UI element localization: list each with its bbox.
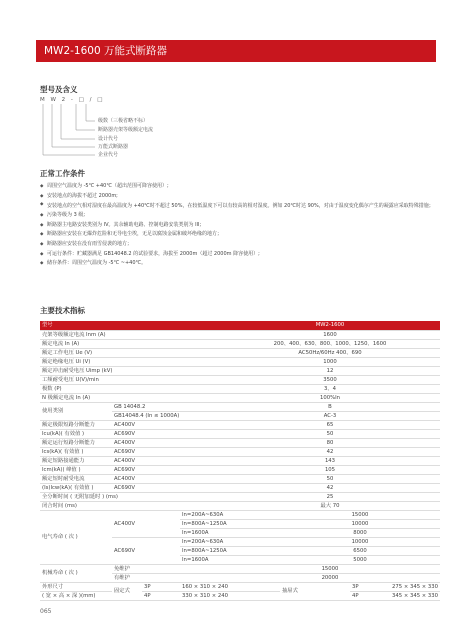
row-value: 10000 (280, 537, 440, 546)
row-value: 143 (220, 456, 440, 465)
voltage: AC400V (112, 510, 180, 537)
row-label: 额定绝缘电压 Ui (V) (40, 357, 220, 366)
page-title: MW2-1600 万能式断路器 (36, 40, 436, 62)
voltage: AC400V (112, 420, 220, 429)
icm-label-unit: Icm(kA)( 峰值 ) (40, 465, 112, 474)
pole-count: 3P (352, 583, 359, 590)
icw-label: 额定短时耐受电流 (40, 474, 112, 483)
row-label: 额定工作电压 Ue (V) (40, 348, 220, 357)
legend-company-code: 企业代号 (98, 152, 119, 158)
conditions-list (40, 182, 440, 269)
row-label: 全分断时间 ( 无附加延时 ) (ms) (40, 492, 220, 501)
legend-breaker-type: 万能式断路器 (98, 144, 129, 150)
row-value: 200、400、630、800、1000、1250、1600 (220, 339, 440, 348)
drawout-type-label: 抽屉式 (280, 582, 350, 600)
category-standard: GB 14048.2 (112, 402, 220, 411)
category-value: AC-3 (220, 411, 440, 420)
row-value: 15000 (220, 564, 440, 573)
table-row (40, 501, 440, 510)
maintenance-type: 有维护 (112, 573, 220, 582)
voltage: AC690V (112, 447, 220, 456)
fixed-dimension: 330 × 310 × 240 (180, 591, 280, 600)
row-label: 工频耐受电压 U(V)/min (40, 375, 220, 384)
row-value: 80 (220, 438, 440, 447)
current-range: In=1600A (180, 528, 280, 537)
condition-item: ◆ 安装地点的海拔不超过 2000m; (40, 192, 118, 199)
category-label: 使用类别 (40, 402, 112, 420)
row-value: 20000 (220, 573, 440, 582)
electrical-life-label: 电气寿命 ( 次 ) (40, 510, 112, 564)
category-standard: GB14048.4 (In ≤ 1000A) (112, 411, 220, 420)
fixed-type-label: 固定式 (112, 582, 142, 600)
table-row (40, 429, 440, 438)
row-value: 105 (220, 465, 440, 474)
row-value: 最大 70 (220, 501, 440, 510)
dimensions-label: 外形尺寸 (40, 582, 112, 591)
voltage: AC400V (112, 438, 220, 447)
spec-header-label: 型号 (40, 321, 220, 330)
row-value: 12 (220, 366, 440, 375)
conditions-section-heading: 正常工作条件 (40, 169, 85, 178)
row-value: 42 (220, 447, 440, 456)
row-value: AC50Hz/60Hz 400、690 (220, 348, 440, 357)
mechanical-life-label: 机械寿命 ( 次 ) (40, 564, 112, 582)
row-value: 10000 (280, 519, 440, 528)
row-value: 25 (220, 492, 440, 501)
condition-item: ◆ 安装地点的空气相对湿度在最高温度为 +40℃时不超过 50%，在较低温度下可以有较高的相对湿度。例如 20℃时达 90%，对由于温度变化偶尔产生的凝露应采取特殊措施； (40, 202, 434, 210)
table-row (40, 591, 440, 600)
row-value: 3500 (220, 375, 440, 384)
table-row (40, 438, 440, 447)
drawout-dimension (350, 591, 440, 600)
row-value: 6500 (280, 546, 440, 555)
current-range: In=800A~1250A (180, 519, 280, 528)
row-label: 额定电流 In (A) (40, 339, 220, 348)
model-code-tree-lines (40, 104, 240, 164)
row-value: 1000 (220, 357, 440, 366)
table-row (40, 393, 440, 402)
row-value: 100%In (220, 393, 440, 402)
condition-item: ◆ 储存条件：周围空气温度为 -5℃ ~+40℃。 (40, 260, 147, 267)
row-label: N 极额定电流 In (A) (40, 393, 220, 402)
table-row (40, 357, 440, 366)
condition-item: ◆ 断路器应安装在无爆炸危险和无导电尘埃，无足以腐蚀金属和破坏绝缘的地方； (40, 231, 223, 238)
table-row (40, 402, 440, 411)
row-value: 50 (220, 474, 440, 483)
icu-label-unit: Icu(kA)( 有效值 ) (40, 429, 112, 438)
drawout-dimension (350, 582, 440, 591)
condition-item: ◆ 断路器应安装在没有雨雪侵袭的地方； (40, 240, 133, 247)
condition-item: ◆ 周围空气温度为 -5℃ +40℃（超出范围可降容使用）; (40, 183, 169, 189)
row-value: 15000 (280, 510, 440, 519)
model-code: M W 2 - □ / □ (40, 97, 105, 103)
table-row (40, 447, 440, 456)
table-row (40, 339, 440, 348)
row-value: 1600 (220, 330, 440, 339)
row-label: 壳架等级额定电流 Inm (A) (40, 330, 220, 339)
icu-label: 额定极限短路分断能力 (40, 420, 112, 429)
row-label: 闭合时间 (ms) (40, 501, 220, 510)
ics-label-unit: Ics(kA)( 有效值 ) (40, 447, 112, 456)
voltage: AC690V (112, 537, 180, 564)
pole-count: 4P (142, 591, 180, 600)
table-row (40, 492, 440, 501)
table-row (40, 330, 440, 339)
spec-section-heading: 主要技术指标 (40, 306, 85, 315)
table-row (40, 510, 440, 519)
voltage: AC400V (112, 474, 220, 483)
table-row (40, 420, 440, 429)
current-range: In=200A~630A (180, 510, 280, 519)
table-row (40, 474, 440, 483)
spec-header-row (40, 321, 440, 330)
drawout-size: 345 × 345 × 330 (392, 592, 438, 599)
current-range: In=200A~630A (180, 537, 280, 546)
spec-table (40, 321, 440, 601)
table-row (40, 348, 440, 357)
maintenance-type: 免维护 (112, 564, 220, 573)
icm-label: 额定短路接通能力 (40, 456, 112, 465)
table-row (40, 366, 440, 375)
voltage: AC690V (112, 483, 220, 492)
row-label: 额定冲击耐受电压 Uimp (kV) (40, 366, 220, 375)
table-row (40, 483, 440, 492)
condition-item: ◆ 断路器主电路安装类别为 IV。其余辅助电路、控制电路安装类别为 III; (40, 221, 202, 228)
table-row (40, 582, 440, 591)
category-value: B (220, 402, 440, 411)
legend-design-code: 设计代号 (98, 136, 119, 142)
model-code-diagram (40, 104, 240, 164)
page-number: 065 (40, 608, 52, 615)
pole-count: 3P (142, 582, 180, 591)
row-value: 3、4 (220, 384, 440, 393)
row-value: 65 (220, 420, 440, 429)
table-row (40, 465, 440, 474)
legend-frame-current: 断路器壳架等级额定电流 (98, 127, 154, 133)
ics-label: 额定运行短路分断能力 (40, 438, 112, 447)
legend-poles: 级数（三极省略不标） (98, 118, 149, 124)
spec-header-model: MW2-1600 (220, 321, 440, 330)
row-value: 42 (220, 483, 440, 492)
table-row (40, 456, 440, 465)
row-value: 8000 (280, 528, 440, 537)
condition-item: ◆ 污染等级为 3 级; (40, 212, 86, 219)
icw-label-unit: (Is)Icw(kA)( 有效值 ) (40, 483, 112, 492)
row-value: 5000 (280, 555, 440, 564)
voltage: AC690V (112, 465, 220, 474)
table-row (40, 375, 440, 384)
current-range: In=1600A (180, 555, 280, 564)
table-row (40, 564, 440, 573)
fixed-dimension: 160 × 310 × 240 (180, 582, 280, 591)
model-section-heading: 型号及含义 (40, 85, 78, 94)
row-label: 极数 (P) (40, 384, 220, 393)
drawout-size: 275 × 345 × 330 (392, 583, 438, 590)
voltage: AC400V (112, 456, 220, 465)
table-row (40, 384, 440, 393)
current-range: In=800A~1250A (180, 546, 280, 555)
condition-item: ◆ 可运行条件：贮藏器满足 GB14048.2 的试验要求，海拔至 2000m（超过 2000m 降容使用）; (40, 250, 260, 257)
voltage: AC690V (112, 429, 220, 438)
pole-count: 4P (352, 592, 359, 599)
row-value: 50 (220, 429, 440, 438)
dimensions-label-unit: ( 宽 × 高 × 深 )(mm) (40, 591, 112, 600)
